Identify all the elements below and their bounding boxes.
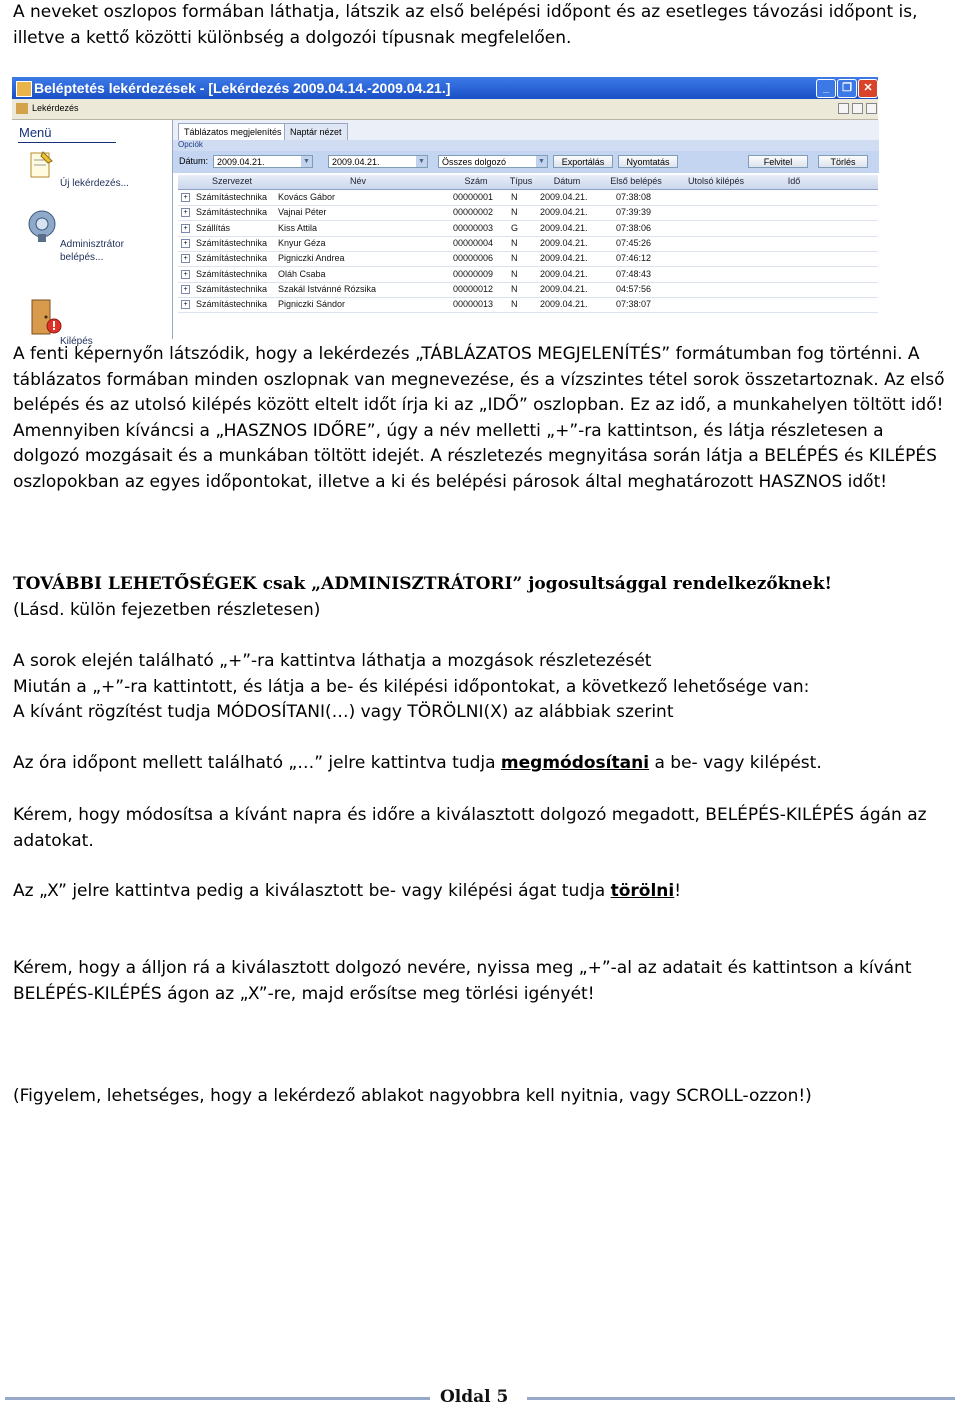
query-icon — [16, 103, 28, 114]
expand-icon[interactable]: + — [181, 300, 190, 309]
instruction-line-2: Miután a „+”-ra kattintott, és látja a be- és kilépési időpontokat, a következő lehetősége van: — [13, 676, 810, 697]
expand-icon[interactable]: + — [181, 224, 190, 233]
expand-icon[interactable]: + — [181, 193, 190, 202]
export-button[interactable]: Exportálás — [553, 155, 613, 168]
chevron-down-icon[interactable]: ▼ — [416, 156, 427, 167]
admin-note-heading — [13, 572, 948, 623]
admin-login-link-line1[interactable]: Adminisztrátor — [60, 239, 124, 250]
tab-bar — [173, 120, 879, 141]
table-cell: Kiss Attila — [278, 222, 318, 233]
table-row[interactable] — [178, 236, 878, 252]
col-datum[interactable]: Dátum — [553, 176, 581, 186]
table-cell: N — [511, 237, 518, 248]
table-row[interactable] — [178, 190, 878, 206]
instructions-block — [13, 649, 948, 726]
add-record-button[interactable]: Felvitel — [748, 155, 808, 168]
table-cell: Szállítás — [196, 222, 231, 233]
table-cell: Számítástechnika — [196, 299, 268, 310]
date-from-field[interactable] — [213, 155, 313, 168]
modify-text-c: a be- vagy kilépést. — [649, 753, 822, 773]
admin-login-link-line2[interactable]: belépés... — [60, 252, 104, 263]
table-row[interactable] — [178, 267, 878, 283]
table-cell: 00000009 — [453, 268, 494, 279]
table-cell: Számítástechnika — [196, 253, 268, 264]
date-to-field[interactable] — [328, 155, 428, 168]
table-cell: N — [511, 283, 518, 294]
col-ido[interactable]: Idő — [787, 176, 801, 186]
expand-icon[interactable]: + — [181, 254, 190, 263]
child-close-icon[interactable] — [866, 103, 877, 114]
delete-request-paragraph: Kérem, hogy a álljon rá a kiválasztott dolgozó nevére, nyissa meg „+”-al az adatait és kattintson a kívánt BELÉPÉS-KILÉPÉS ágon az „X”-re, majd erősítse meg törlési igényét! — [13, 958, 912, 1004]
date-from-value: 2009.04.21. — [217, 157, 265, 167]
table-row[interactable] — [178, 282, 878, 298]
table-cell: Számítástechnika — [196, 207, 268, 218]
table-cell: Oláh Csaba — [278, 268, 326, 279]
delete-emphasis: törölni — [610, 881, 675, 901]
table-cell: 07:48:43 — [616, 268, 652, 279]
scroll-note: (Figyelem, lehetséges, hogy a lekérdező ablakot nagyobbra kell nyitnia, vagy SCROLL-ozzon!) — [13, 1086, 812, 1106]
child-restore-icon[interactable] — [852, 103, 863, 114]
options-bar — [173, 140, 879, 151]
delete-button[interactable]: Törlés — [818, 155, 868, 168]
date-to-value: 2009.04.21. — [332, 157, 380, 167]
table-cell: 07:38:07 — [616, 299, 652, 310]
date-label: Dátum: — [179, 156, 209, 166]
window-titlebar — [12, 77, 878, 99]
table-cell: 2009.04.21. — [540, 237, 588, 248]
admin-note-rest: (Lásd. külön fejezetben részletesen) — [13, 599, 321, 620]
table-cell: N — [511, 299, 518, 310]
menu-divider — [18, 142, 116, 143]
table-cell: N — [511, 192, 518, 202]
admin-note-bold: TOVÁBBI LEHETŐSÉGEK csak „ADMINISZTRÁTORI” jogosultsággal rendelkezőknek! — [13, 574, 832, 594]
menu-bar — [12, 99, 878, 120]
col-szam[interactable]: Szám — [464, 176, 488, 186]
left-menu-panel — [12, 120, 172, 347]
table-cell: 2009.04.21. — [540, 222, 588, 233]
page-number: Oldal 5 — [440, 1387, 509, 1407]
table-cell: 2009.04.21. — [540, 192, 588, 202]
table-cell: Szakál Istvánné Rózsika — [278, 283, 377, 294]
table-cell: 00000004 — [453, 237, 494, 248]
table-row[interactable] — [178, 205, 878, 221]
menu-lekerdezes[interactable]: Lekérdezés — [32, 103, 79, 113]
table-cell: Knyur Géza — [278, 237, 326, 248]
table-cell: 07:46:12 — [616, 253, 652, 264]
table-cell: Számítástechnika — [196, 237, 268, 248]
expand-icon[interactable]: + — [181, 239, 190, 248]
table-cell: 00000003 — [453, 222, 494, 233]
col-tipus[interactable]: Típus — [509, 176, 533, 186]
table-cell: 07:45:26 — [616, 237, 652, 248]
table-cell: 2009.04.21. — [540, 299, 588, 310]
footer-divider-left — [5, 1397, 430, 1400]
left-menu-title: Menü — [19, 125, 52, 140]
instruction-line-3: A kívánt rögzítést tudja MÓDOSÍTANI(…) vagy TÖRÖLNI(X) az alábbiak szerint — [13, 702, 674, 723]
maximize-icon[interactable]: ❐ — [837, 79, 857, 98]
options-label[interactable]: Opciók — [178, 140, 203, 149]
expand-icon[interactable]: + — [181, 208, 190, 217]
new-query-icon[interactable] — [28, 150, 54, 180]
expand-icon[interactable]: + — [181, 285, 190, 294]
delete-paragraph — [13, 879, 948, 905]
table-cell: Kovács Gábor — [278, 192, 336, 202]
table-cell: 2009.04.21. — [540, 268, 588, 279]
table-cell: Pigniczki Andrea — [278, 253, 345, 264]
table-cell: 00000001 — [453, 192, 494, 202]
table-cell: 07:38:08 — [616, 192, 652, 202]
col-szervezet[interactable]: Szervezet — [211, 176, 253, 186]
delete-text-c: ! — [674, 881, 682, 901]
tab-table-view[interactable]: Táblázatos megjelenítés — [178, 123, 288, 140]
table-row[interactable] — [178, 297, 878, 313]
table-cell: 2009.04.21. — [540, 253, 588, 264]
query-area — [172, 120, 879, 339]
data-grid — [178, 175, 878, 335]
modify-text-a: Az óra időpont mellett található „…” jelre kattintva tudja — [13, 753, 501, 773]
table-cell: Vajnai Péter — [278, 207, 327, 218]
filter-bar — [173, 151, 879, 173]
child-minimize-icon[interactable] — [838, 103, 849, 114]
modify-paragraph — [13, 751, 948, 777]
table-cell: Számítástechnika — [196, 268, 268, 279]
table-cell: 07:39:39 — [616, 207, 652, 218]
close-icon[interactable]: ✕ — [858, 79, 878, 98]
print-button[interactable]: Nyomtatás — [618, 155, 678, 168]
expand-icon[interactable]: + — [181, 270, 190, 279]
table-cell: 00000012 — [453, 283, 494, 294]
app-screenshot — [12, 77, 878, 347]
table-cell: 2009.04.21. — [540, 283, 588, 294]
exit-link[interactable]: Kilépés — [60, 336, 93, 347]
minimize-icon[interactable]: _ — [816, 79, 836, 98]
table-cell: 2009.04.21. — [540, 207, 588, 218]
table-row[interactable] — [178, 221, 878, 237]
col-nev[interactable]: Név — [349, 176, 366, 186]
modify-request-paragraph: Kérem, hogy módosítsa a kívánt napra és időre a kiválasztott dolgozó megadott, BELÉPÉS-KILÉPÉS ágán az adatokat. — [13, 805, 927, 851]
table-cell: Számítástechnika — [196, 192, 268, 202]
table-cell: N — [511, 268, 518, 279]
table-cell: 00000002 — [453, 207, 494, 218]
admin-login-icon[interactable] — [24, 208, 60, 244]
instruction-line-1: A sorok elején található „+”-ra kattintva láthatja a mozgások részletezését — [13, 651, 652, 671]
window-title: Beléptetés lekérdezések - [Lekérdezés 2009.04.14.-2009.04.21.] — [34, 80, 451, 96]
col-utolso-kilepes[interactable]: Utolsó kilépés — [687, 176, 745, 186]
description-paragraph: A fenti képernyőn látszódik, hogy a lekérdezés „TÁBLÁZATOS MEGJELENÍTÉS” formátumban fog történni. A táblázatos formában minden oszlopnak van megnevezése, és a vízszintes tétel sorok összetartoznak. Az első belépés és az utolsó kilépés között eltelt időt írja ki az „IDŐ” oszlopban. Ez az idő, a munkahelyen töltött idő! Amennyiben kíváncsi a „HASZNOS IDŐRE”, úgy a név melletti „+”-ra kattintson, és látja részletesen a dolgozó mozgásait és a munkában töltött idejét. A részletezés megnyitása során látja a BELÉPÉS és KILÉPÉS oszlopokban az egyes időpontokat, illetve a ki és belépési párosok által meghatározott HASZNOS időt! — [13, 344, 945, 492]
col-elso-belepes[interactable]: Első belépés — [610, 176, 662, 186]
table-cell: G — [511, 222, 519, 233]
delete-text-a: Az „X” jelre kattintva pedig a kiválasztott be- vagy kilépési ágat tudja — [13, 881, 611, 901]
table-cell: 07:38:06 — [616, 222, 652, 233]
app-icon — [16, 81, 32, 97]
tab-calendar-view[interactable]: Naptár nézet — [284, 123, 348, 140]
table-cell: 04:57:56 — [616, 283, 652, 294]
table-cell: N — [511, 207, 518, 218]
employee-filter-value: Összes dolgozó — [442, 157, 507, 167]
exit-door-icon[interactable] — [26, 296, 62, 338]
table-row[interactable] — [178, 251, 878, 267]
chevron-down-icon[interactable]: ▼ — [536, 156, 547, 167]
grid-header — [178, 175, 878, 190]
modify-emphasis: megmódosítani — [500, 753, 650, 773]
table-cell: N — [511, 253, 518, 264]
intro-paragraph: A neveket oszlopos formában láthatja, látszik az első belépési időpont és az esetleges távozási időpont is, illetve a kettő közötti különbség a dolgozói típusnak megfelelően. — [13, 2, 918, 48]
table-cell: 00000006 — [453, 253, 494, 264]
table-cell: Számítástechnika — [196, 283, 268, 294]
footer-divider-right — [527, 1397, 955, 1400]
table-cell: Pigniczki Sándor — [278, 299, 346, 310]
new-query-link[interactable]: Új lekérdezés... — [60, 178, 129, 189]
employee-filter-select[interactable] — [438, 155, 548, 168]
chevron-down-icon[interactable]: ▼ — [301, 156, 312, 167]
table-cell: 00000013 — [453, 299, 494, 310]
